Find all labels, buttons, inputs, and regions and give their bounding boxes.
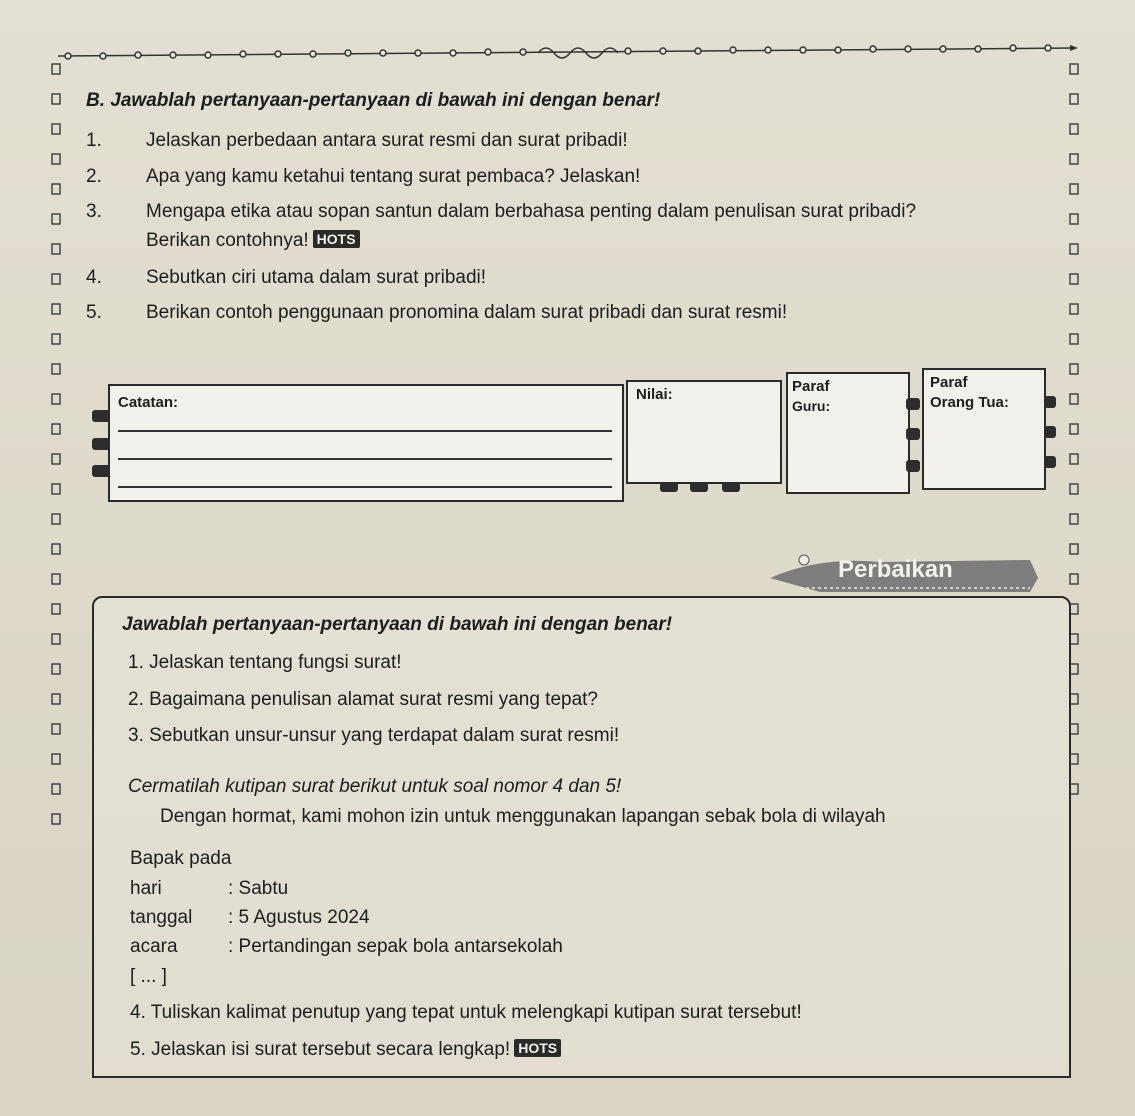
tab-marker <box>906 428 920 440</box>
binder-rings-left <box>48 60 64 860</box>
question-3-text: Mengapa etika atau sopan santun dalam berbahasa penting dalam penulisan surat pribadi? <box>146 201 917 222</box>
field-label-acara: acara <box>130 936 178 957</box>
tab-marker <box>690 482 708 492</box>
excerpt-intro: Cermatilah kutipan surat berikut untuk soal nomor 4 dan 5! <box>128 776 622 797</box>
perbaikan-title: Perbaikan <box>838 556 953 583</box>
perbaikan-question-5: 5. Jelaskan isi surat tersebut secara lengkap! <box>130 1039 511 1060</box>
question-4-text: Sebutkan ciri utama dalam surat pribadi! <box>146 267 487 288</box>
writing-line <box>118 430 612 432</box>
tab-marker <box>660 482 678 492</box>
writing-line <box>118 458 612 460</box>
tab-marker <box>1044 456 1056 468</box>
hots-badge: HOTS <box>514 1039 561 1057</box>
question-number: 4. <box>86 267 102 288</box>
paraf-guru-label-2: Guru: <box>792 398 831 414</box>
nilai-label: Nilai: <box>636 386 673 403</box>
field-value-hari: : Sabtu <box>228 878 289 899</box>
tab-marker <box>906 398 920 410</box>
question-5-text: Berikan contoh penggunaan pronomina dalam surat pribadi dan surat resmi! <box>146 302 788 323</box>
paraf-guru-label-1: Paraf <box>792 378 830 395</box>
perbaikan-instruction: Jawablah pertanyaan-pertanyaan di bawah ini dengan benar! <box>122 614 673 635</box>
tab-marker <box>1044 426 1056 438</box>
tab-marker <box>722 482 740 492</box>
field-value-acara: : Pertandingan sepak bola antarsekolah <box>228 936 563 957</box>
perbaikan-question-1: 1. Jelaskan tentang fungsi surat! <box>128 652 402 673</box>
field-label-tanggal: tanggal <box>130 907 193 928</box>
nilai-box <box>626 380 782 484</box>
question-number: 3. <box>86 201 102 222</box>
paraf-ortu-label-1: Paraf <box>930 374 968 391</box>
hots-badge: HOTS <box>313 230 360 248</box>
excerpt-line-1: Dengan hormat, kami mohon izin untuk menggunakan lapangan sebak bola di wilayah <box>160 806 886 827</box>
question-number: 2. <box>86 166 102 187</box>
perbaikan-question-3: 3. Sebutkan unsur-unsur yang terdapat dalam surat resmi! <box>128 725 620 746</box>
perbaikan-question-5-row <box>130 1039 561 1061</box>
question-1-text: Jelaskan perbedaan antara surat resmi dan surat pribadi! <box>146 130 628 151</box>
question-3-line2: Berikan contohnya! <box>146 230 309 251</box>
question-2-text: Apa yang kamu ketahui tentang surat pembaca? Jelaskan! <box>146 166 641 187</box>
question-number: 5. <box>86 302 102 323</box>
writing-line <box>118 486 612 488</box>
excerpt-line-2: Bapak pada <box>130 848 232 869</box>
tab-marker <box>906 460 920 472</box>
catatan-box <box>108 384 624 502</box>
paraf-ortu-label-2: Orang Tua: <box>930 394 1009 411</box>
excerpt-ellipsis: [ ... ] <box>130 966 167 987</box>
decorative-dot-line <box>58 44 1078 64</box>
section-b-title: B. Jawablah pertanyaan-pertanyaan di bawah ini dengan benar! <box>86 90 661 111</box>
question-3-continuation <box>146 230 360 252</box>
perbaikan-question-2: 2. Bagaimana penulisan alamat surat resmi yang tepat? <box>128 689 598 710</box>
paraf-ortu-box <box>922 368 1046 490</box>
perbaikan-question-4: 4. Tuliskan kalimat penutup yang tepat untuk melengkapi kutipan surat tersebut! <box>130 1002 802 1023</box>
catatan-label: Catatan: <box>118 394 179 411</box>
paraf-guru-box <box>786 372 910 494</box>
field-label-hari: hari <box>130 878 162 899</box>
question-number: 1. <box>86 130 102 151</box>
tab-marker <box>1044 396 1056 408</box>
field-value-tanggal: : 5 Agustus 2024 <box>228 907 370 928</box>
